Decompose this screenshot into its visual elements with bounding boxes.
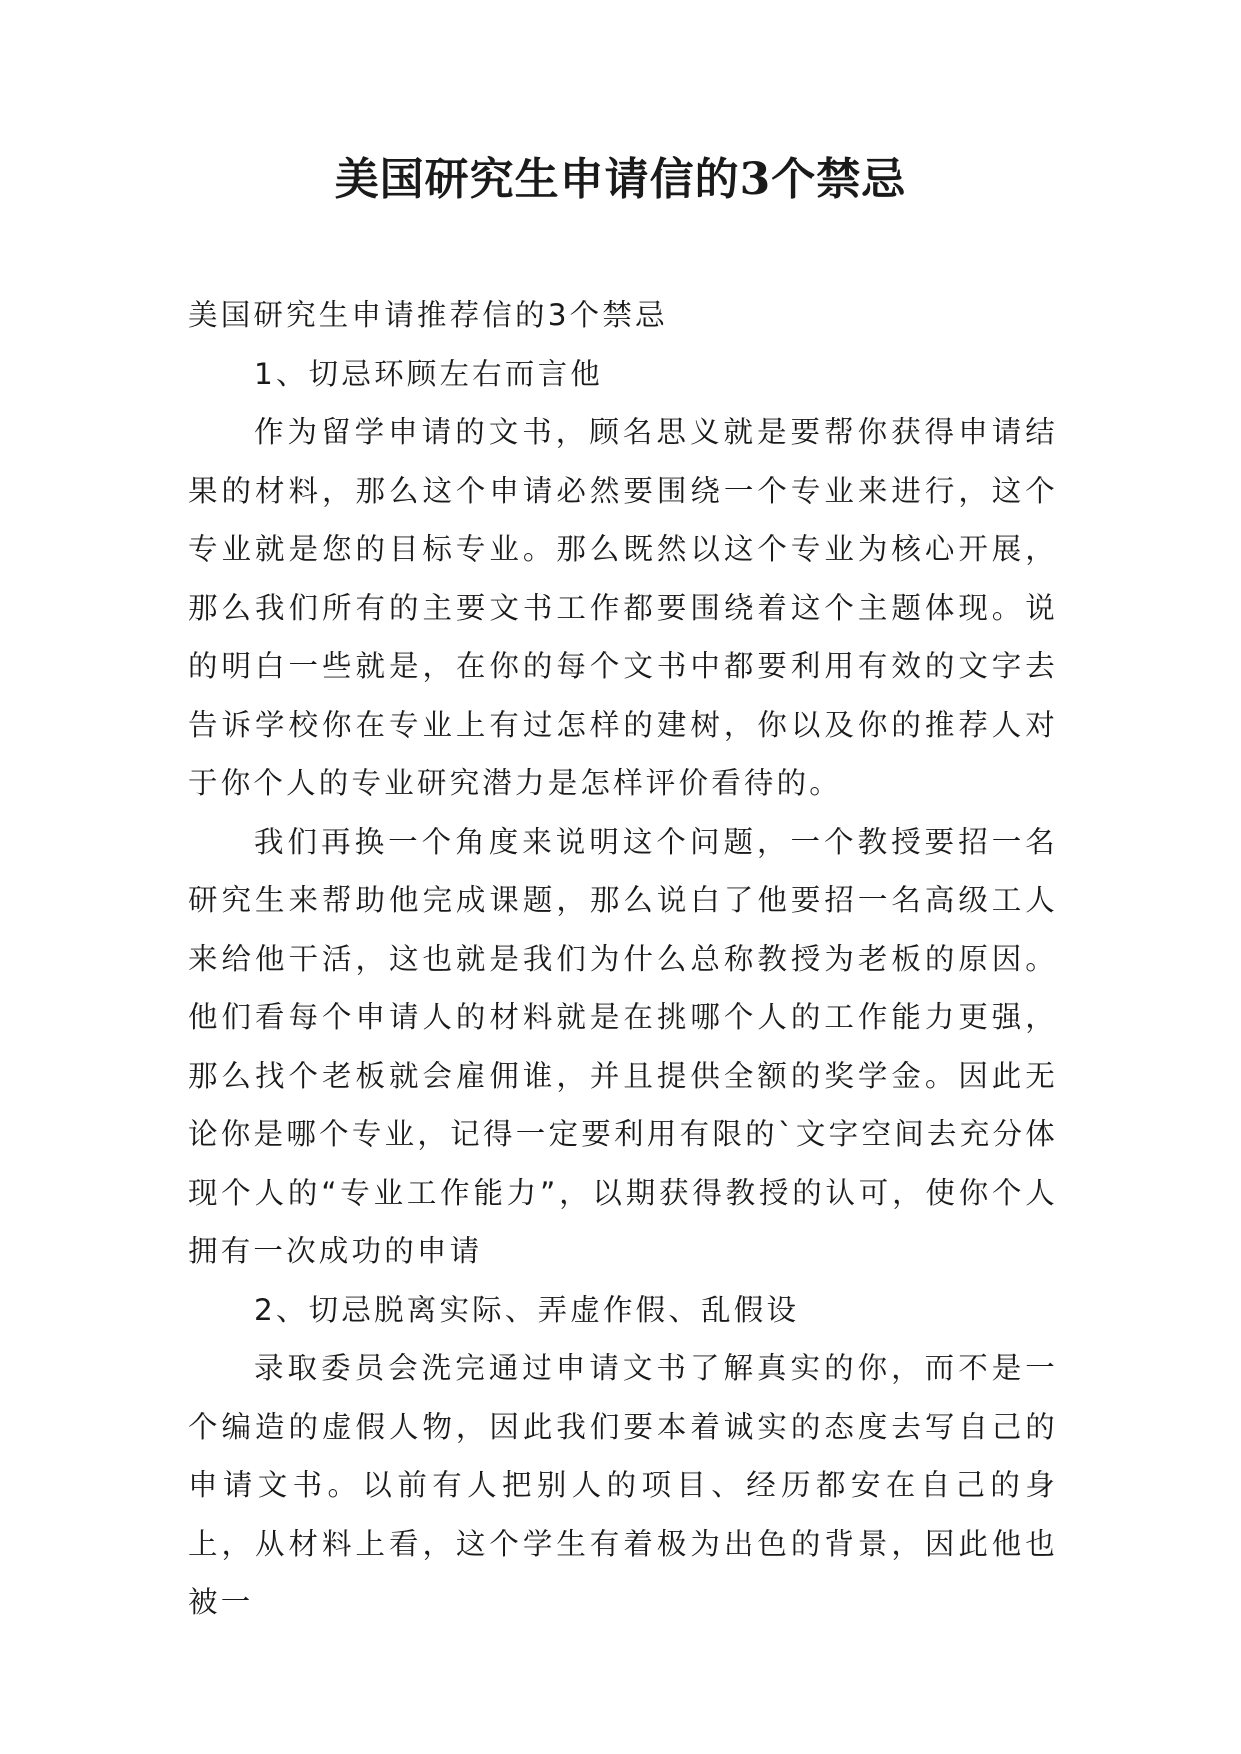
document-body xyxy=(188,286,1058,1632)
section-heading-1: 1、切忌环顾左右而言他 xyxy=(254,356,603,391)
section-heading-2: 2、切忌脱离实际、弄虚作假、乱假设 xyxy=(254,1292,800,1327)
body-paragraph: 我们再换一个角度来说明这个问题，一个教授要招一名研究生来帮助他完成课题，那么说白了他要招一名高级工人来给他干活，这也就是我们为什么总称教授为老板的原因。他们看每个申请人的材料就是在挑哪个人的工作能力更强，那么找个老板就会雇佣谁，并且提供全额的奖学金。因此无论你是哪个专业，记得一定要利用有限的`文字空间去充分体现个人的“专业工作能力”，以期获得教授的认可，使你个人拥有一次成功的申请 xyxy=(188,824,1058,1268)
body-paragraph: 作为留学申请的文书，顾名思义就是要帮你获得申请结果的材料，那么这个申请必然要围绕一个专业来进行，这个专业就是您的目标专业。那么既然以这个专业为核心开展，那么我们所有的主要文书工作都要围绕着这个主题体现。说的明白一些就是，在你的每个文书中都要利用有效的文字去告诉学校你在专业上有过怎样的建树，你以及你的推荐人对于你个人的专业研究潜力是怎样评价看待的。 xyxy=(188,415,1058,800)
page-title: 美国研究生申请信的3个禁忌 xyxy=(334,154,907,205)
subtitle-paragraph: 美国研究生申请推荐信的3个禁忌 xyxy=(188,298,668,332)
body-paragraph: 录取委员会洗完通过申请文书了解真实的你，而不是一个编造的虚假人物，因此我们要本着诚实的态度去写自己的申请文书。以前有人把别人的项目、经历都安在自己的身上，从材料上看，这个学生有着极为出色的背景，因此他也被一 xyxy=(188,1351,1058,1619)
